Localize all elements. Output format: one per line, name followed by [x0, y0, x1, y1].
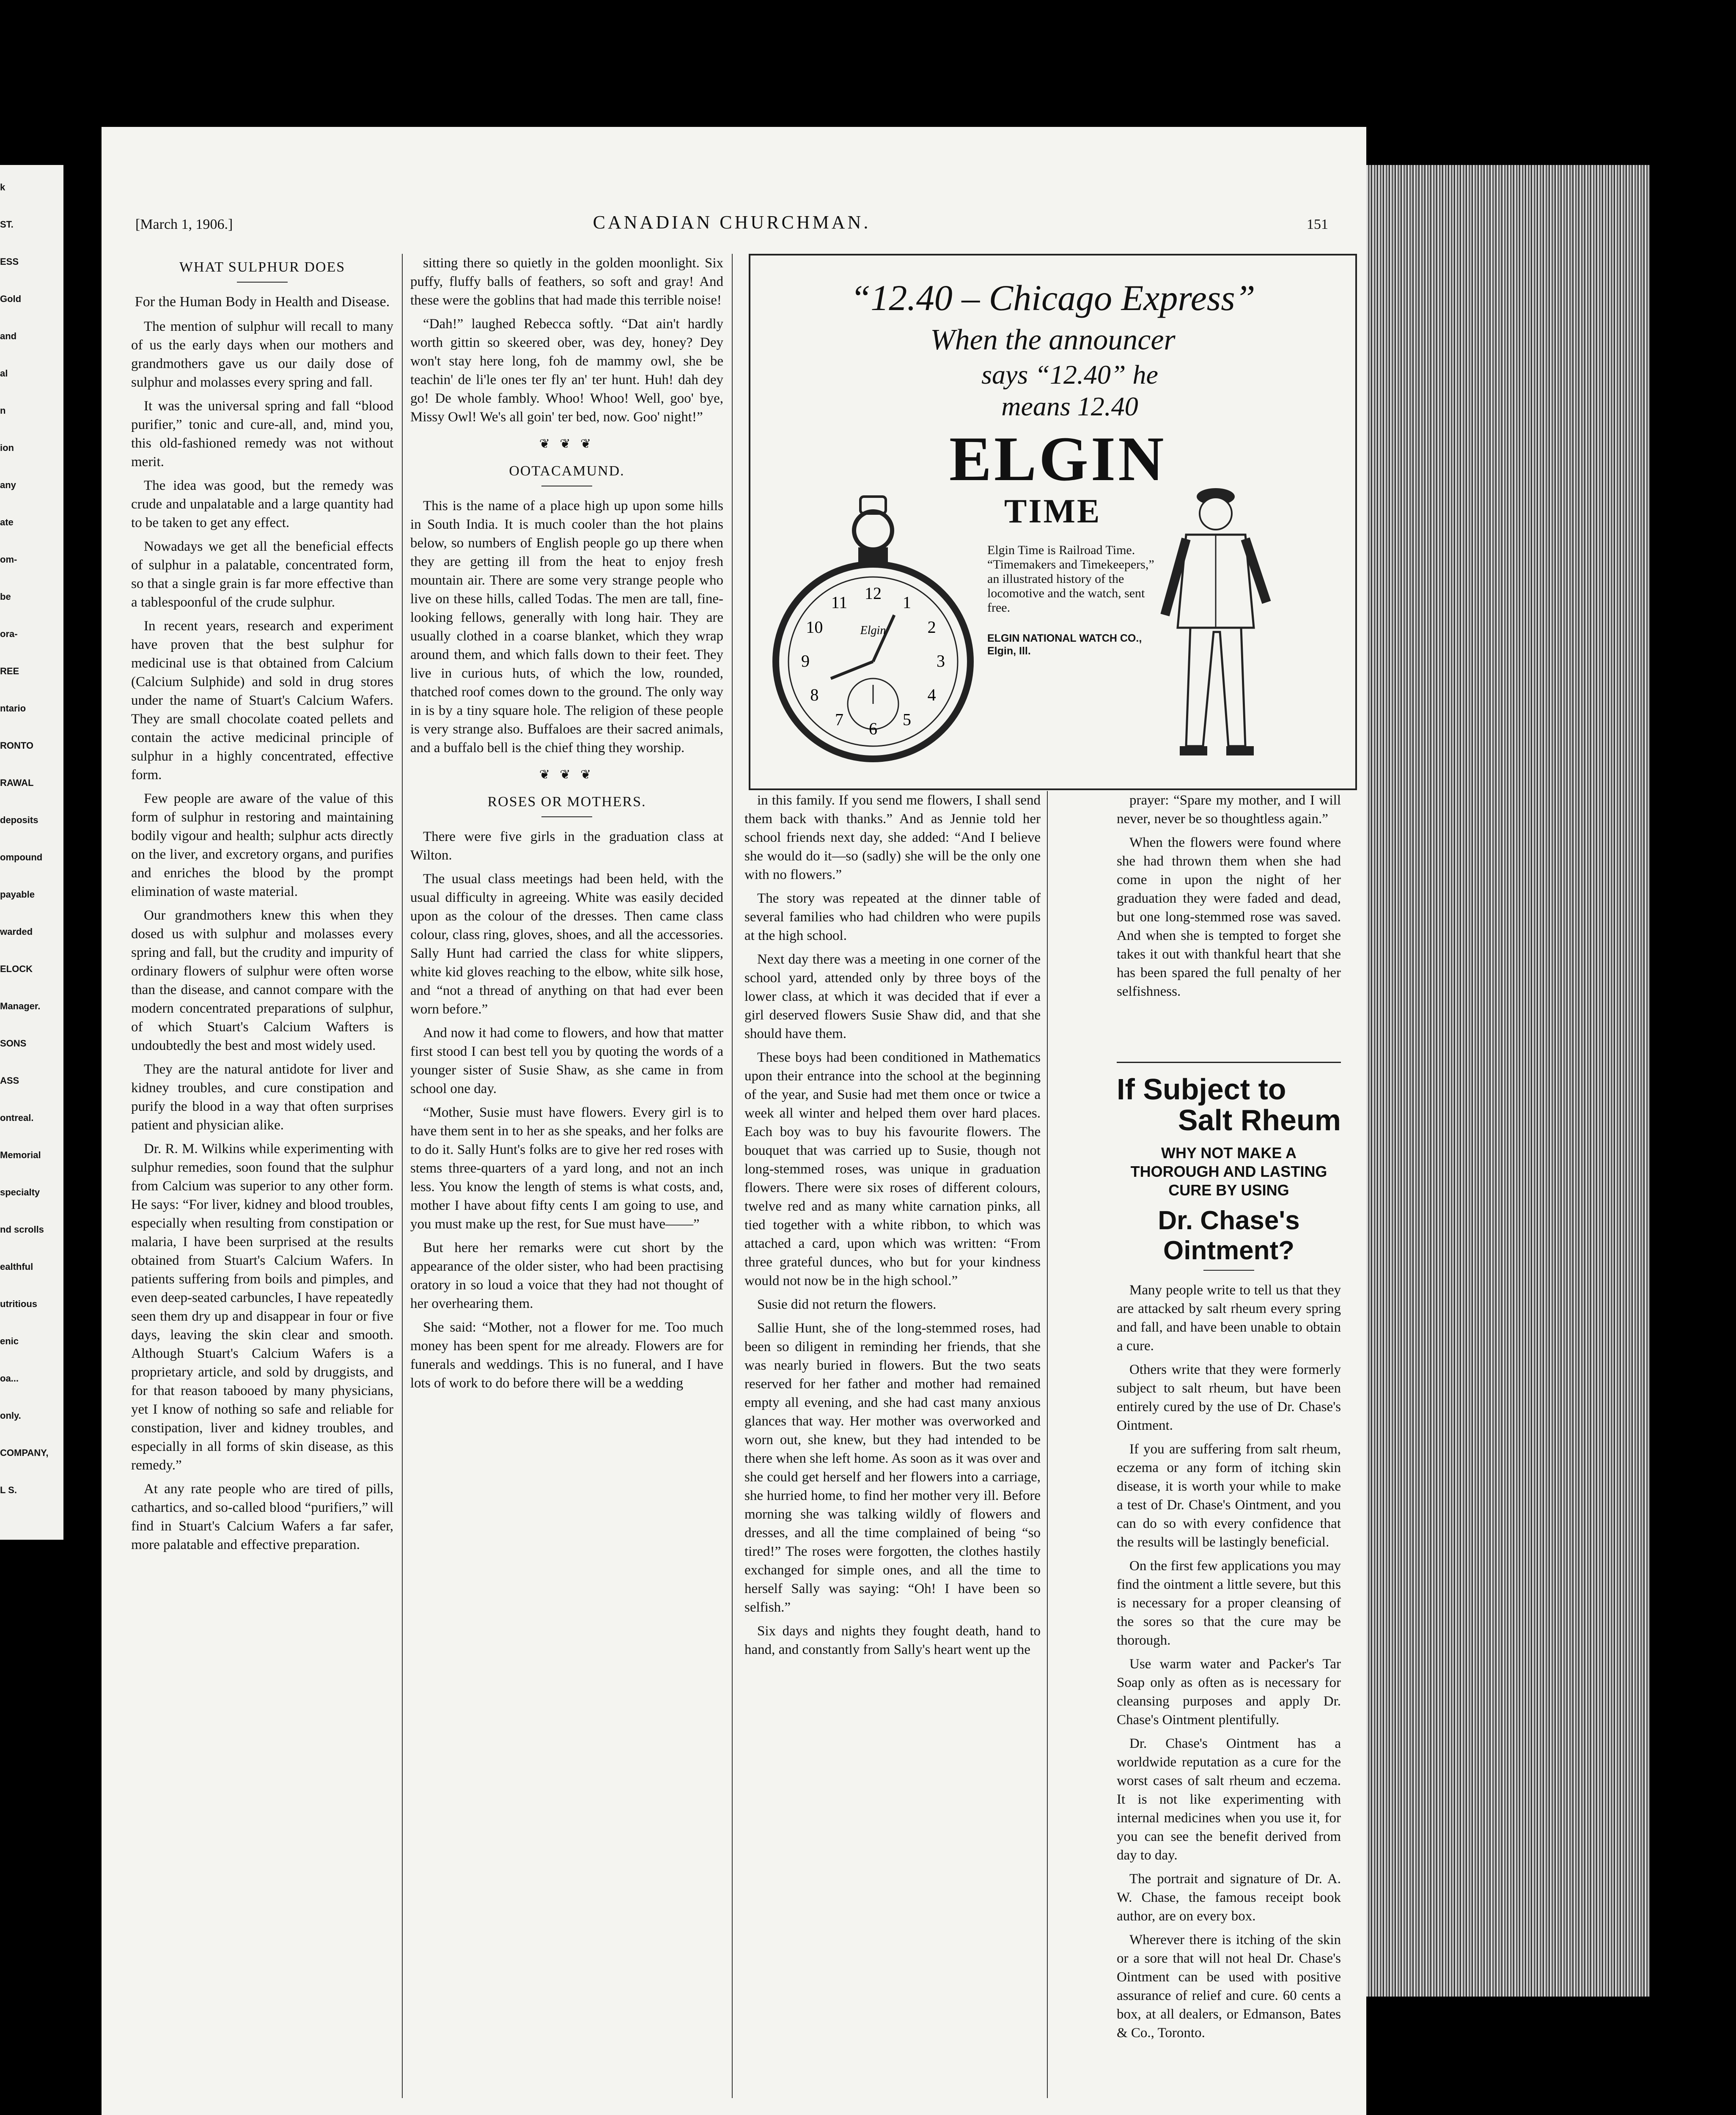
- adjacent-page-fragment: ate: [0, 517, 14, 527]
- salt-rheum-advertisement: [1117, 1074, 1341, 2047]
- paragraph: The mention of sulphur will recall to many of us the early days when our mothers and grandmothers gave us our daily dose of sulphur and molasses every spring and fall.: [131, 319, 393, 390]
- column-divider: [732, 254, 733, 2098]
- adjacent-page-fragment: any: [0, 480, 16, 490]
- dial-number: 7: [835, 710, 843, 729]
- paragraph: In recent years, research and experiment have proven that the best sulphur for medicinal use is that obtained from Calcium (Calcium Sulphide) and sold in drug stores under the name of Stuart's Calcium Wafers. They are small chocolate coated pellets and contain the active medicinal principle of sulphur in a highly concentrated, effective form.: [131, 618, 393, 783]
- adjacent-page-fragment: be: [0, 591, 11, 602]
- ad-line: means 12.40: [1001, 391, 1138, 421]
- adjacent-page-fragment: specialty: [0, 1187, 40, 1198]
- section-rule: [1117, 1062, 1341, 1063]
- adjacent-page-fragment: REE: [0, 666, 19, 676]
- adjacent-page-fragment: payable: [0, 889, 35, 900]
- adjacent-page-fragment: warded: [0, 926, 33, 937]
- dial-number: 3: [937, 651, 945, 670]
- adjacent-page-fragment: Gold: [0, 294, 22, 304]
- dial-number: 11: [831, 593, 848, 612]
- column-divider: [1047, 791, 1048, 2098]
- adjacent-page-fragment: deposits: [0, 815, 38, 825]
- adjacent-page-fragment: L S.: [0, 1485, 17, 1495]
- dial-number: 2: [927, 618, 936, 637]
- adjacent-page-fragment: ompound: [0, 852, 43, 862]
- section-ornament: ❦ ❦ ❦: [539, 437, 595, 451]
- adjacent-page-fragment: ASS: [0, 1075, 19, 1086]
- paragraph: “Dah!” laughed Rebecca softly. “Dat ain't hardly worth gittin so skeered ober, was dey, honey? Dey won't stay here long, foh de mammy owl, she be teachin' de li'le ones ter fly an' ter hunt. Huh! dah dey go! De whole fambly. Whoo! Whoo! Well, goo' bye, Missy Owl! We's all goin' ter bed, now. Goo' night!”: [410, 316, 723, 425]
- adjacent-page-fragment: oa...: [0, 1373, 19, 1384]
- paragraph: If you are suffering from salt rheum, eczema or any form of itching skin disease, it is worth your while to make a test of Dr. Chase's Ointment, and you can do so with every confidence that the results will be lastingly beneficial.: [1117, 1442, 1341, 1550]
- article-title-ootacamund: OOTACAMUND.: [509, 463, 625, 479]
- newspaper-page: [102, 127, 1366, 2115]
- article-title-sulphur: WHAT SULPHUR DOES: [179, 259, 346, 275]
- elgin-watch-advertisement: [749, 254, 1357, 790]
- left-page-strip: [0, 165, 63, 1540]
- ad-headline: If Subject to: [1117, 1073, 1286, 1106]
- article-subtitle-sulphur: For the Human Body in Health and Disease.: [135, 294, 390, 310]
- adjacent-page-fragment: RONTO: [0, 740, 34, 751]
- paragraph: “Mother, Susie must have flowers. Every girl is to have them sent in to her as she speaks, and her folks are to do it. Sally Hunt's folks are to give her red roses with stems three-quarters of a yard long, and not an inch less. You know the length of stems is what costs, and, mother I have about fifty cents I am going to use, and you must make up the rest, for Sue must have——”: [410, 1105, 723, 1232]
- paragraph: They are the natural antidote for liver and kidney troubles, and cure constipation and purify the blood in a way that often surprises patient and physician alike.: [131, 1062, 393, 1133]
- paragraph: Many people write to tell us that they are attacked by salt rheum every spring and fall, and have been unable to obtain a cure.: [1117, 1283, 1341, 1354]
- dial-number: 5: [903, 710, 911, 729]
- paragraph: Nowadays we get all the beneficial effects of sulphur in a palatable, concentrated form, so that a single grain is far more effective than a tablespoonful of the crude sulphur.: [131, 539, 393, 610]
- paragraph: The story was repeated at the dinner table of several families who had children who were pupils at the high school.: [744, 891, 1041, 943]
- article-title-roses: ROSES OR MOTHERS.: [487, 794, 646, 810]
- adjacent-page-fragment: ealthful: [0, 1261, 33, 1272]
- publication-title: CANADIAN CHURCHMAN.: [593, 212, 871, 233]
- paragraph: Dr. R. M. Wilkins while experimenting with sulphur remedies, soon found that the sulphur from Calcium was superior to any other form. He says: “For liver, kidney and blood troubles, especially when resulting from constipation or malaria, I have been surprised at the results obtained from Stuart's Calcium Wafers. In patients suffering from boils and pimples, and even deep-seated carbuncles, I have repeatedly seen them dry up and disappear in four or five days, leaving the skin clear and smooth. Although Stuart's Calcium Wafers is a proprietary article, and sold by druggists, and for that reason tabooed by many physicians, yet I know of nothing so safe and reliable for constipation, liver and kidney troubles, and especially in all forms of skin disease, as this remedy.”: [131, 1141, 393, 1473]
- pocket-watch-icon: [767, 492, 979, 767]
- paragraph: She said: “Mother, not a flower for me. Too much money has been spent for me already. Flowers are for funerals and weddings. This is no funeral, and I have lots of work to do before there will be a wedding: [410, 1320, 723, 1391]
- ad-company: ELGIN NATIONAL WATCH CO., Elgin, Ill.: [987, 632, 1142, 657]
- paragraph: Our grandmothers knew this when they dosed us with sulphur and molasses every spring and fall, but the crudity and impurity of ordinary flowers of sulphur were often worse than the disease, and cannot compare with the modern concentrated preparations of sulphur, of which Stuart's Calcium Wafters is undoubtedly the best and most widely used.: [131, 908, 393, 1053]
- article-body-ootacamund: [410, 497, 723, 757]
- paragraph: It was the universal spring and fall “blood purifier,” tonic and cure-all, and, mind you, this old-fashioned remedy was not without merit.: [131, 398, 393, 470]
- ad-subhead: WHY NOT MAKE A THOROUGH AND LASTING CURE BY USING: [1130, 1144, 1327, 1199]
- page-header: [135, 212, 1328, 237]
- dial-number: 9: [801, 651, 810, 670]
- railroad-man-illustration: [1156, 475, 1275, 763]
- adjacent-page-fragment: ST.: [0, 219, 14, 230]
- paragraph: Use warm water and Packer's Tar Soap only as often as is necessary for cleansing purposes and apply Dr. Chase's Ointment plentifully.: [1117, 1656, 1341, 1728]
- column-divider: [402, 254, 403, 2098]
- adjacent-page-fragment: n: [0, 405, 6, 416]
- dial-number: 4: [927, 685, 936, 704]
- title-rule: [1203, 1270, 1254, 1271]
- section-ornament: ❦ ❦ ❦: [539, 768, 595, 782]
- adjacent-page-fragment: only.: [0, 1410, 21, 1421]
- column-2: [410, 254, 723, 1398]
- dial-number: 8: [810, 685, 819, 704]
- article-body-roses-continued: [744, 791, 1041, 1659]
- dial-number: 12: [865, 584, 882, 603]
- adjacent-page-fragment: COMPANY,: [0, 1448, 49, 1458]
- adjacent-page-fragment: SONS: [0, 1038, 27, 1049]
- adjacent-page-fragment: enic: [0, 1336, 19, 1346]
- column-4: [1117, 791, 1341, 1006]
- ad-blurb: Elgin Time is Railroad Time. “Timemakers and Timekeepers,” an illustrated history of the locomotive and the watch, sent free.: [987, 543, 1154, 615]
- dial-number: 1: [903, 593, 911, 612]
- adjacent-page-fragment: utritious: [0, 1299, 37, 1309]
- adjacent-page-fragment: om-: [0, 554, 17, 565]
- adjacent-page-fragment: and: [0, 331, 17, 341]
- paragraph: Wherever there is itching of the skin or a sore that will not heal Dr. Chase's Ointment can be used with positive assurance of relief and cure. 60 cents a box, at all dealers, or Edmanson, Bates & Co., Toronto.: [1117, 1932, 1341, 2041]
- adjacent-page-fragment: ELOCK: [0, 964, 33, 974]
- title-rule: [541, 816, 592, 817]
- article-body-roses: [410, 827, 723, 1393]
- paragraph: But here her remarks were cut short by the appearance of the older sister, who had been practising oratory in so loud a voice that they had not thought of her overhearing them.: [410, 1240, 723, 1311]
- adjacent-page-fragment: k: [0, 182, 5, 192]
- paragraph: Few people are aware of the value of this form of sulphur in restoring and maintaining bodily vigour and health; sulphur acts directly on the liver, and excretory organs, and purifies and enriches the blood by the prompt elimination of waste material.: [131, 791, 393, 899]
- title-rule: [237, 282, 288, 283]
- book-page-edges: [1366, 165, 1650, 1997]
- issue-date: [March 1, 1906.]: [135, 217, 233, 232]
- adjacent-page-fragment: ion: [0, 442, 14, 453]
- adjacent-page-fragment: ontreal.: [0, 1112, 34, 1123]
- paragraph: sitting there so quietly in the golden moonlight. Six puffy, fluffy balls of feathers, so soft and gray! And these were the goblins that had made this terrible noise!: [410, 255, 723, 308]
- adjacent-page-fragment: ntario: [0, 703, 26, 714]
- paragraph: When the flowers were found where she had thrown them when she had come in upon the night of her graduation they were faded and dead, but one long-stemmed rose was saved. And when she is tempted to forget she takes it out with thankful heart that she has been spared the full penalty of her selfishness.: [1117, 835, 1341, 999]
- brand-name: ELGIN: [949, 424, 1167, 494]
- paragraph: Next day there was a meeting in one corner of the school yard, attended only by three boys of the lower class, at which it was decided that if ever a girl deserved flowers Susie Shaw did, and that she should have them.: [744, 952, 1041, 1041]
- paragraph: Others write that they were formerly subject to salt rheum, but have been entirely cured by the use of Dr. Chase's Ointment.: [1117, 1362, 1341, 1433]
- dial-number: 6: [869, 719, 877, 738]
- paragraph: There were five girls in the graduation class at Wilton.: [410, 829, 723, 863]
- page-number: 151: [1307, 217, 1328, 232]
- ad-body: [1117, 1281, 1341, 2042]
- column-1: [131, 254, 393, 1559]
- brand-tagline: TIME: [1004, 493, 1101, 530]
- paragraph: This is the name of a place high up upon some hills in South India. It is much cooler than the hot plains below, so numbers of English people go up there when they are getting ill from the heat to enjoy fresh mountain air. There are some very strange people who live on these hills, called Todas. The men are tall, fine-looking fellows, generally with long hair. They are usually clothed in a coarse blanket, which they wrap around them, and which falls down to their feet. They live in curious huts, of which the low, rounded, thatched roof comes down to the ground. The only way in is by a tiny square hole. The religion of these people is very strange also. Buffaloes are their sacred animals, and a buffalo bell is the chief thing they worship.: [410, 498, 723, 755]
- ad-headline: “12.40 – Chicago Express”: [850, 277, 1255, 318]
- ad-product-name: Dr. Chase's Ointment?: [1158, 1206, 1300, 1265]
- paragraph: And now it had come to flowers, and how that matter first stood I can best tell you by quoting the words of a younger sister of Susie Shaw, as she came in from school one day.: [410, 1025, 723, 1096]
- paragraph: On the first few applications you may find the ointment a little severe, but this is necessary for a proper cleansing of the sores so that the cure may be thorough.: [1117, 1558, 1341, 1648]
- adjacent-page-fragment: al: [0, 368, 8, 379]
- ad-headline: Salt Rheum: [1178, 1104, 1341, 1137]
- adjacent-page-fragment: ESS: [0, 256, 19, 267]
- paragraph: Susie did not return the flowers.: [757, 1297, 937, 1312]
- paragraph: At any rate people who are tired of pills, cathartics, and so-called blood “purifiers,” will find in Stuart's Calcium Wafers a far safer, more palatable and effective preparation.: [131, 1481, 393, 1552]
- paragraph: Sallie Hunt, she of the long-stemmed roses, had been so diligent in reminding her friends, that she was nearly buried in flowers. But the two seats reserved for her father and mother had remained empty all evening, and she had cast many anxious glances that way. Her mother was overworked and worn out, she knew, but they had intended to be there when she left home. As soon as it was over and she could get herself and her flowers into a carriage, she hurried home, to find her mother very ill. Before morning she was talking wildly of flowers and dresses, and all the time complained of being “so tired!” The roses were forgotten, the clothes hastily exchanged for simple ones, and all the time to herself Sally was saying: “Oh! I have been so selfish.”: [744, 1321, 1041, 1615]
- adjacent-page-fragment: ora-: [0, 629, 18, 639]
- column-3: [744, 791, 1041, 1664]
- paragraph: The usual class meetings had been held, with the usual difficulty in agreeing. White was easily decided upon as the colour of the dresses. Then came class colour, class ring, gloves, shoes, and all the accessories. Sally Hunt had carried the class for white slippers, white kid gloves reaching to the elbow, white silk hose, and “not a thread of anything on that had ever been worn before.”: [410, 871, 723, 1017]
- paragraph: prayer: “Spare my mother, and I will never, never be so thoughtless again.”: [1117, 793, 1341, 827]
- paragraph: Dr. Chase's Ointment has a worldwide reputation as a cure for the worst cases of salt rheum and eczema. It is not like experimenting with internal medicines when you use it, for you can see the benefit derived from day to day.: [1117, 1736, 1341, 1863]
- adjacent-page-fragment: Manager.: [0, 1001, 41, 1011]
- paragraph: The idea was good, but the remedy was crude and unpalatable and a large quantity had to be taken to get any effect.: [131, 478, 393, 530]
- article-body-owls: [410, 254, 723, 426]
- paragraph: The portrait and signature of Dr. A. W. Chase, the famous receipt book author, are on every box.: [1117, 1871, 1341, 1924]
- ad-line: When the announcer: [930, 324, 1176, 356]
- adjacent-page-fragment: RAWAL: [0, 777, 34, 788]
- adjacent-page-fragment: Memorial: [0, 1150, 41, 1160]
- ad-line: says “12.40” he: [981, 360, 1158, 390]
- dial-number: 10: [806, 618, 823, 637]
- dial-brand: Elgin: [860, 624, 886, 637]
- article-body-sulphur: [131, 317, 393, 1554]
- adjacent-page-fragment: nd scrolls: [0, 1224, 44, 1235]
- paragraph: These boys had been conditioned in Mathematics upon their entrance into the school at the beginning of the year, and Susie had met them once or twice a week all winter and helped them over hard places. Each boy was to buy his favourite flowers. The bouquet that was carried up to Susie, though not long-stemmed roses, was unique in graduation flowers. There were six roses of different colours, twelve red and as many white carnation pinks, all tied together with a white ribbon, to which was attached a card, upon which was written: “From three grateful dunces, who but for your kindness would not now be in the high school.”: [744, 1050, 1041, 1288]
- article-body-roses-end: [1117, 791, 1341, 1001]
- paragraph: in this family. If you send me flowers, I shall send them back with thanks.” And as Jennie told her school friends next day, she added: “And I believe she would do it—so (sadly) she will be the only one with no flowers.”: [744, 793, 1041, 882]
- paragraph: Six days and nights they fought death, hand to hand, and constantly from Sally's heart went up the: [744, 1623, 1041, 1657]
